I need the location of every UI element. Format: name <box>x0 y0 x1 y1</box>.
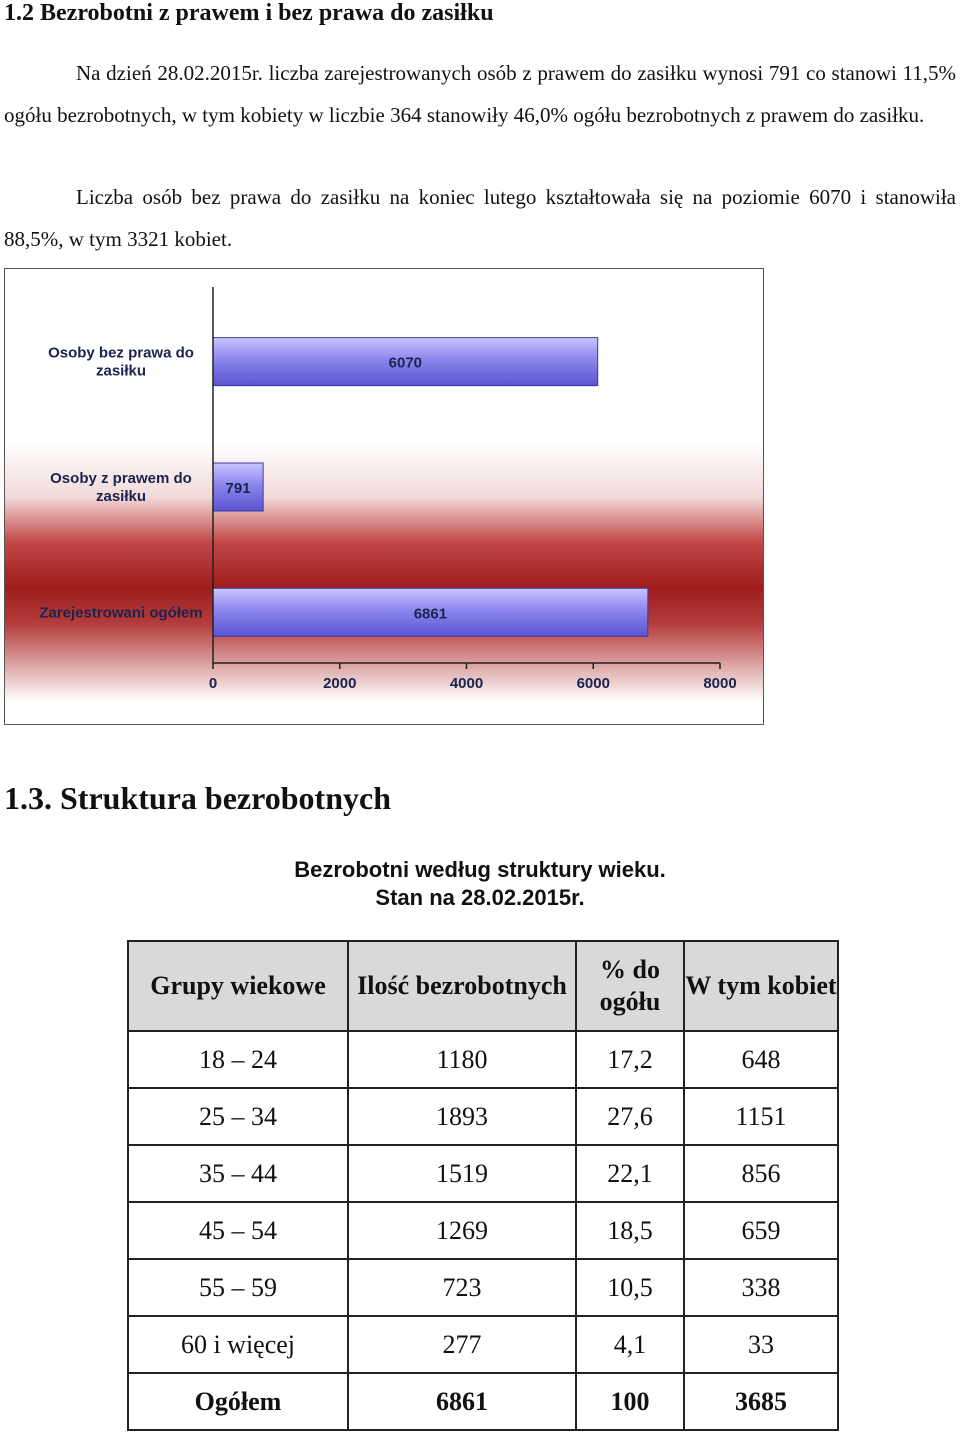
cell-women: 338 <box>684 1259 838 1316</box>
cell-count: 1519 <box>348 1145 576 1202</box>
benefit-bar-chart <box>4 268 764 725</box>
table-total-row <box>128 1373 838 1430</box>
data-label: 791 <box>225 480 251 497</box>
cell-percent: 10,5 <box>576 1259 684 1316</box>
cell-women: 1151 <box>684 1088 838 1145</box>
data-label: 6861 <box>413 605 448 623</box>
cell-percent: 4,1 <box>576 1316 684 1373</box>
paragraph-with-benefit-text: Na dzień 28.02.2015r. liczba zarejestrowanych osób z prawem do zasiłku wynosi 791 co stanowi 11,5% ogółu bezrobotnych, w tym kobiety w liczbie 364 stanowiły 46,0% ogółu bezrobotnych z prawem do zasiłku. <box>4 61 956 127</box>
cell-count: 1180 <box>348 1031 576 1088</box>
cell-women: 856 <box>684 1145 838 1202</box>
table-row <box>128 1088 838 1145</box>
cell-count: 277 <box>348 1316 576 1373</box>
table-row <box>128 1145 838 1202</box>
cell-women: 648 <box>684 1031 838 1088</box>
header-unemployed-count: Ilość bezrobotnych <box>348 941 576 1031</box>
table-row <box>128 1259 838 1316</box>
table-row <box>128 1031 838 1088</box>
x-tick-label: 8000 <box>703 675 737 692</box>
x-tick-label: 2000 <box>323 675 357 692</box>
paragraph-without-benefit <box>4 176 956 260</box>
cell-percent: 22,1 <box>576 1145 684 1202</box>
cell-total-percent: 100 <box>576 1373 684 1430</box>
cell-total-count: 6861 <box>348 1373 576 1430</box>
header-age-groups: Grupy wiekowe <box>128 941 348 1031</box>
section-heading-structure: 1.3. Struktura bezrobotnych <box>4 780 391 816</box>
table-title-line2: Stan na 28.02.2015r. <box>375 885 585 910</box>
table-title-line1: Bezrobotni według struktury wieku. <box>294 857 666 882</box>
table-title <box>0 856 960 912</box>
cell-percent: 17,2 <box>576 1031 684 1088</box>
paragraph-without-benefit-text: Liczba osób bez prawa do zasiłku na koniec lutego kształtowała się na poziomie 6070 i stanowiła 88,5%, w tym 3321 kobiet. <box>4 185 956 251</box>
cell-age: 35 – 44 <box>128 1145 348 1202</box>
cell-women: 659 <box>684 1202 838 1259</box>
table-header-row <box>128 941 838 1031</box>
cell-age: 55 – 59 <box>128 1259 348 1316</box>
table-row <box>128 1202 838 1259</box>
header-percent: % do ogółu <box>576 941 684 1031</box>
x-tick-label: 6000 <box>576 675 610 692</box>
section-heading-benefits: 1.2 Bezrobotni z prawem i bez prawa do zasiłku <box>4 0 494 26</box>
cell-women: 33 <box>684 1316 838 1373</box>
age-structure-table <box>127 940 839 1431</box>
category-label: Osoby z prawem do zasiłku <box>50 470 192 505</box>
cell-count: 723 <box>348 1259 576 1316</box>
cell-percent: 18,5 <box>576 1202 684 1259</box>
category-label: Zarejestrowani ogółem <box>39 604 203 622</box>
paragraph-with-benefit <box>4 52 956 136</box>
x-tick-label: 4000 <box>449 675 484 692</box>
cell-age: 18 – 24 <box>128 1031 348 1088</box>
cell-count: 1269 <box>348 1202 576 1259</box>
cell-total-label: Ogółem <box>128 1373 348 1430</box>
cell-age: 45 – 54 <box>128 1202 348 1259</box>
x-tick-label: 0 <box>208 675 218 692</box>
header-women: W tym kobiet <box>684 941 838 1031</box>
table-row <box>128 1316 838 1373</box>
cell-count: 1893 <box>348 1088 576 1145</box>
data-label: 6070 <box>388 354 423 372</box>
benefit-bar-chart-svg <box>5 269 763 724</box>
cell-age: 60 i więcej <box>128 1316 348 1373</box>
cell-age: 25 – 34 <box>128 1088 348 1145</box>
category-label: Osoby bez prawa do zasiłku <box>48 344 194 380</box>
cell-total-women: 3685 <box>684 1373 838 1430</box>
cell-percent: 27,6 <box>576 1088 684 1145</box>
